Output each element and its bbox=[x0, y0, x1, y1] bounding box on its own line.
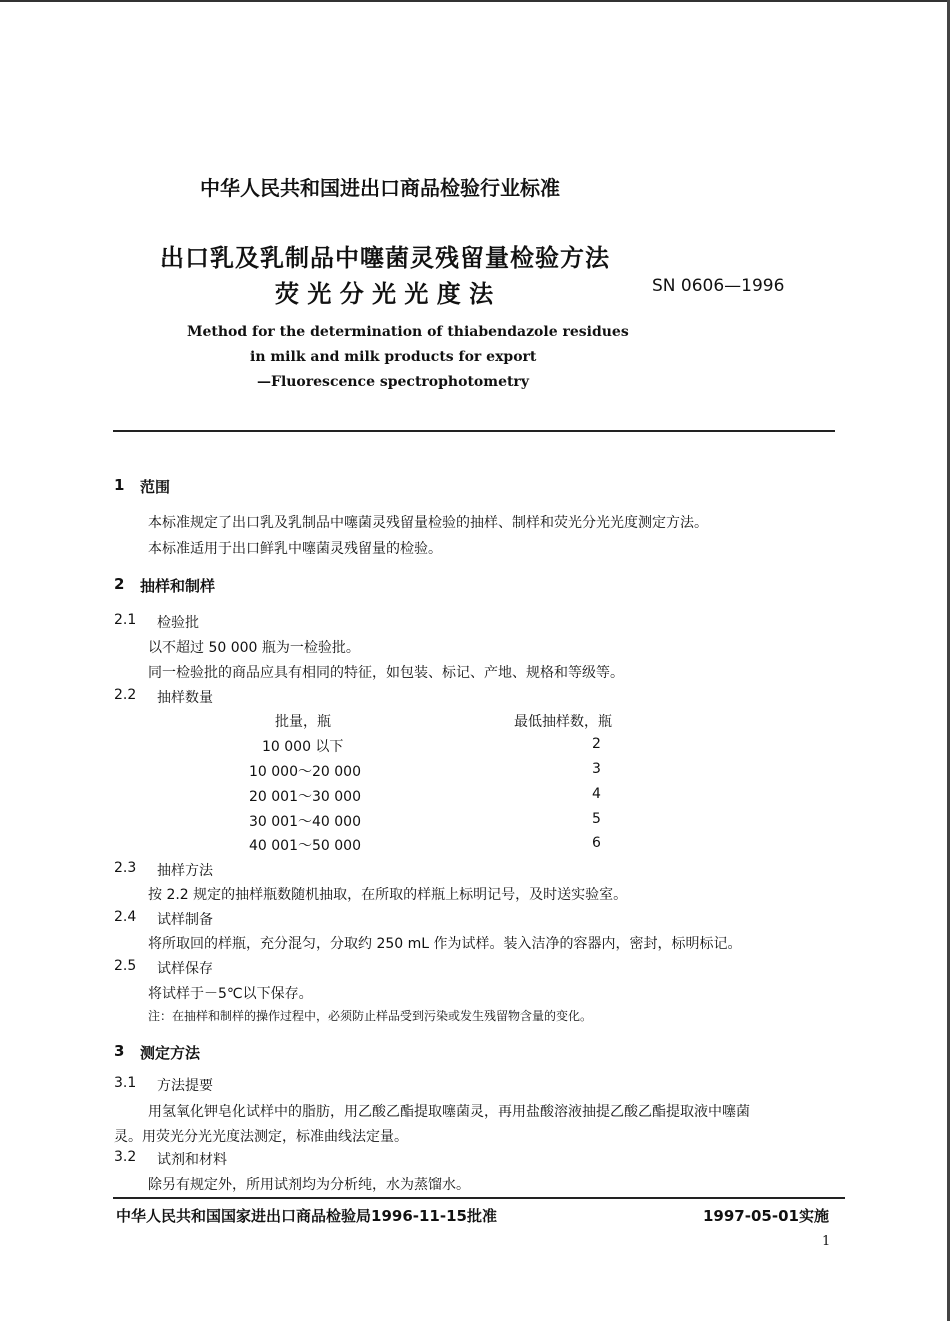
table-row-4-lot: 30 001～40 000 bbox=[249, 814, 361, 830]
section-2-3-title: 抽样方法 bbox=[157, 863, 213, 879]
table-row-2-min: 3 bbox=[592, 761, 601, 777]
section-1-number: 1 bbox=[114, 476, 125, 494]
section-2-5-para-1: 将试样于－5℃以下保存。 bbox=[148, 986, 313, 1002]
section-2-number: 2 bbox=[114, 575, 125, 593]
section-2-title: 抽样和制样 bbox=[140, 577, 216, 595]
section-3-1-number: 3.1 bbox=[114, 1075, 137, 1091]
table-row-5-min: 6 bbox=[592, 835, 601, 851]
en-title-line-2: in milk and milk products for export bbox=[250, 349, 537, 365]
section-2-2-number: 2.2 bbox=[114, 687, 137, 703]
section-2-4-para-1: 将所取回的样瓶，充分混匀，分取约 250 mL 作为试样。装入洁净的容器内，密封，标明标记。 bbox=[148, 936, 742, 952]
table-row-3-lot: 20 001～30 000 bbox=[249, 789, 361, 805]
section-2-1-number: 2.1 bbox=[114, 612, 137, 628]
section-1-para-2: 本标准适用于出口鲜乳中噻菌灵残留量的检验。 bbox=[148, 541, 442, 557]
table-header-lot: 批量，瓶 bbox=[275, 714, 331, 730]
section-3-1-title: 方法提要 bbox=[157, 1078, 213, 1094]
table-row-3-min: 4 bbox=[592, 786, 601, 802]
section-2-5-note: 注：在抽样和制样的操作过程中，必须防止样品受到污染或发生残留物含量的变化。 bbox=[148, 1009, 593, 1023]
implementation-line: 1997-05-01实施 bbox=[703, 1207, 829, 1225]
section-2-5-title: 试样保存 bbox=[157, 961, 213, 977]
section-2-4-number: 2.4 bbox=[114, 909, 137, 925]
section-3-2-para-1: 除另有规定外，所用试剂均为分析纯，水为蒸馏水。 bbox=[148, 1177, 470, 1193]
en-title-line-1: Method for the determination of thiabendazole residues bbox=[187, 324, 629, 340]
section-3-2-title: 试剂和材料 bbox=[157, 1152, 227, 1168]
table-row-5-lot: 40 001～50 000 bbox=[249, 838, 361, 854]
scan-edge-top bbox=[0, 0, 950, 2]
en-title-line-3: —Fluorescence spectrophotometry bbox=[257, 374, 529, 390]
section-3-title: 测定方法 bbox=[140, 1044, 201, 1062]
section-2-3-number: 2.3 bbox=[114, 860, 137, 876]
header-rule bbox=[113, 430, 835, 432]
section-2-5-number: 2.5 bbox=[114, 958, 137, 974]
page-number: 1 bbox=[822, 1234, 831, 1249]
footer-rule bbox=[113, 1197, 845, 1199]
table-row-4-min: 5 bbox=[592, 811, 601, 827]
section-2-3-para-1: 按 2.2 规定的抽样瓶数随机抽取，在所取的样瓶上标明记号，及时送实验室。 bbox=[148, 887, 628, 903]
section-3-2-number: 3.2 bbox=[114, 1149, 137, 1165]
table-header-min-samples: 最低抽样数，瓶 bbox=[514, 714, 612, 730]
section-3-number: 3 bbox=[114, 1042, 125, 1060]
section-3-1-para-line-1: 用氢氧化钾皂化试样中的脂肪，用乙酸乙酯提取噻菌灵，再用盐酸溶液抽提乙酸乙酯提取液中噻菌 bbox=[148, 1104, 750, 1120]
section-1-para-1: 本标准规定了出口乳及乳制品中噻菌灵残留量检验的抽样、制样和荧光分光光度测定方法。 bbox=[148, 515, 708, 531]
title-line-2: 荧 光 分 光 光 度 法 bbox=[275, 280, 494, 308]
standard-number: SN 0606—1996 bbox=[652, 276, 785, 296]
title-line-1: 出口乳及乳制品中噻菌灵残留量检验方法 bbox=[160, 244, 610, 272]
section-1-title: 范围 bbox=[140, 478, 171, 496]
table-row-2-lot: 10 000～20 000 bbox=[249, 764, 361, 780]
section-2-4-title: 试样制备 bbox=[157, 912, 213, 928]
table-row-1-min: 2 bbox=[592, 736, 601, 752]
table-row-1-lot: 10 000 以下 bbox=[262, 739, 344, 755]
section-2-2-title: 抽样数量 bbox=[157, 690, 213, 706]
section-2-1-title: 检验批 bbox=[157, 615, 199, 631]
section-2-1-para-1: 以不超过 50 000 瓶为一检验批。 bbox=[148, 640, 360, 656]
approval-line: 中华人民共和国国家进出口商品检验局1996-11-15批准 bbox=[116, 1207, 497, 1225]
org-line: 中华人民共和国进出口商品检验行业标准 bbox=[200, 176, 560, 200]
section-2-1-para-2: 同一检验批的商品应具有相同的特征，如包装、标记、产地、规格和等级等。 bbox=[148, 665, 624, 681]
section-3-1-para-line-2: 灵。用荧光分光光度法测定，标准曲线法定量。 bbox=[114, 1129, 408, 1145]
